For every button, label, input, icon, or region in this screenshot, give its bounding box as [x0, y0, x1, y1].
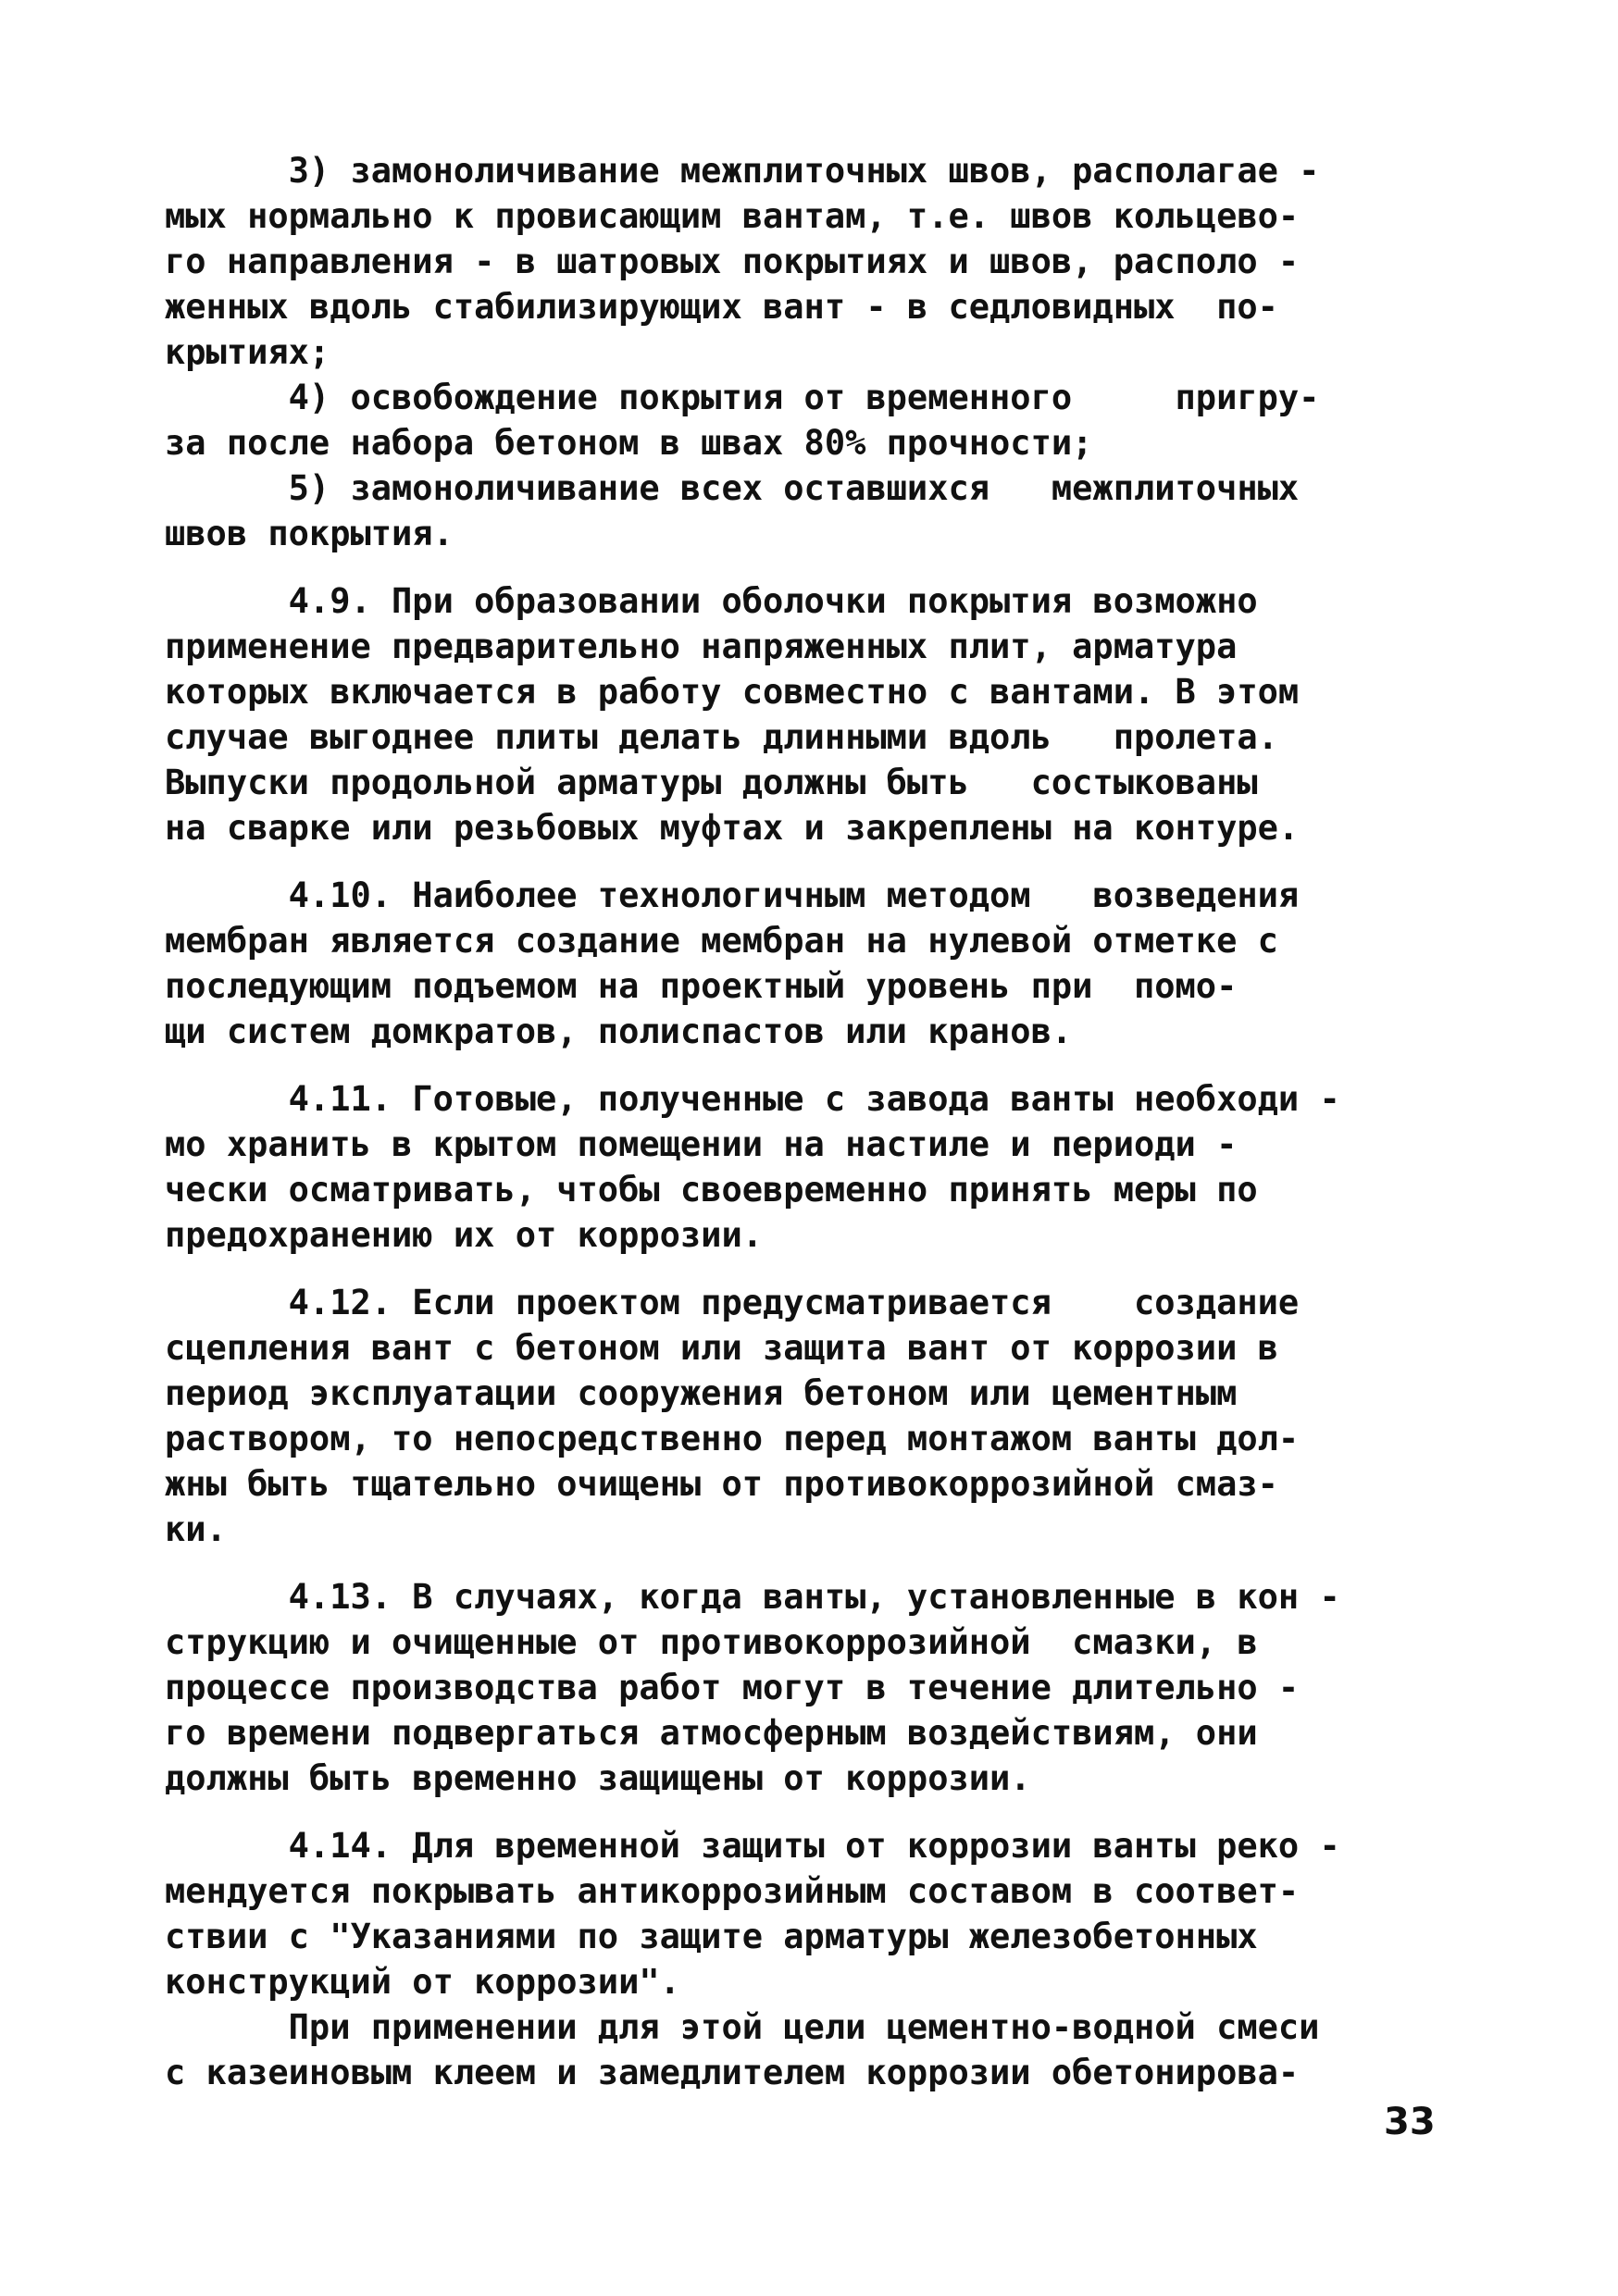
text-line: 4) освобождение покрытия от временного пригру-: [165, 378, 1320, 417]
text-line: чески осматривать, чтобы своевременно принять меры по: [165, 1170, 1258, 1210]
text-line: которых включается в работу совместно с вантами. В этом: [165, 672, 1300, 712]
paragraph-gap: [165, 850, 1447, 873]
text-line: 4.10. Наиболее технологичным методом возведения: [165, 875, 1300, 915]
text-line: 5) замоноличивание всех оставшихся межплиточных: [165, 468, 1300, 508]
paragraph: [165, 375, 1447, 465]
paragraph: [165, 1823, 1447, 2004]
paragraph-gap: [165, 1801, 1447, 1823]
paragraph: [165, 465, 1447, 556]
text-line: предохранению их от коррозии.: [165, 1215, 764, 1255]
text-line: на сварке или резьбовых муфтах и закреплены на контуре.: [165, 808, 1300, 848]
page-number: 33: [1384, 2101, 1436, 2143]
text-line: последующим подъемом на проектный уровень при помо-: [165, 966, 1238, 1006]
text-line: го времени подвергаться атмосферным воздействиям, они: [165, 1713, 1258, 1753]
text-line: крытиях;: [165, 332, 330, 372]
text-line: щи систем домкратов, полиспастов или кранов.: [165, 1011, 1073, 1051]
text-line: случае выгоднее плиты делать длинными вдоль пролета.: [165, 717, 1278, 757]
text-line: жны быть тщательно очищены от противокоррозийной смаз-: [165, 1464, 1278, 1504]
text-line: швов покрытия.: [165, 514, 454, 553]
paragraph-gap: [165, 1054, 1447, 1076]
text-line: должны быть временно защищены от коррозии.: [165, 1758, 1031, 1798]
paragraph: [165, 148, 1447, 375]
text-line: мо хранить в крытом помещении на настиле и периоди -: [165, 1124, 1238, 1164]
text-line: раствором, то непосредственно перед монтажом ванты дол-: [165, 1419, 1300, 1458]
text-line: Выпуски продольной арматуры должны быть состыкованы: [165, 763, 1258, 802]
text-line: мембран является создание мембран на нулевой отметке с: [165, 921, 1278, 961]
text-line: конструкций от коррозии".: [165, 1962, 680, 2002]
text-line: 4.13. В случаях, когда ванты, установленные в кон -: [165, 1577, 1340, 1617]
text-line: 4.12. Если проектом предусматривается создание: [165, 1283, 1300, 1322]
paragraph-gap: [165, 556, 1447, 578]
paragraph: [165, 873, 1447, 1054]
text-line: ствии с "Указаниями по защите арматуры железобетонных: [165, 1917, 1258, 1956]
text-line: го направления - в шатровых покрытиях и швов, располо -: [165, 242, 1300, 281]
paragraph: [165, 1076, 1447, 1258]
text-line: с казеиновым клеем и замедлителем коррозии обетонирова-: [165, 2053, 1300, 2092]
text-line: ки.: [165, 1509, 227, 1549]
paragraph: [165, 1574, 1447, 1801]
text-line: 4.11. Готовые, полученные с завода ванты необходи -: [165, 1079, 1340, 1119]
paragraph: [165, 1280, 1447, 1552]
text-line: период эксплуатации сооружения бетоном или цементным: [165, 1373, 1238, 1413]
text-line: применение предварительно напряженных плит, арматура: [165, 627, 1238, 666]
paragraph: [165, 578, 1447, 850]
paragraph-gap: [165, 1552, 1447, 1574]
text-line: мых нормально к провисающим вантам, т.е. швов кольцево-: [165, 196, 1300, 236]
text-line: за после набора бетоном в швах 80% прочности;: [165, 423, 1093, 463]
text-line: 4.14. Для временной защиты от коррозии ванты реко -: [165, 1826, 1340, 1866]
text-line: процессе производства работ могут в течение длительно -: [165, 1668, 1300, 1707]
document-body: [165, 148, 1447, 2095]
text-line: женных вдоль стабилизирующих вант - в седловидных по-: [165, 287, 1278, 327]
paragraph-gap: [165, 1258, 1447, 1280]
text-line: 4.9. При образовании оболочки покрытия возможно: [165, 581, 1258, 621]
text-line: При применении для этой цели цементно-водной смеси: [165, 2007, 1320, 2047]
text-line: мендуется покрывать антикоррозийным составом в соответ-: [165, 1871, 1300, 1911]
text-line: 3) замоноличивание межплиточных швов, располагае -: [165, 151, 1320, 191]
paragraph: [165, 2004, 1447, 2095]
text-line: струкцию и очищенные от противокоррозийной смазки, в: [165, 1622, 1258, 1662]
text-line: сцепления вант с бетоном или защита вант от коррозии в: [165, 1328, 1278, 1368]
